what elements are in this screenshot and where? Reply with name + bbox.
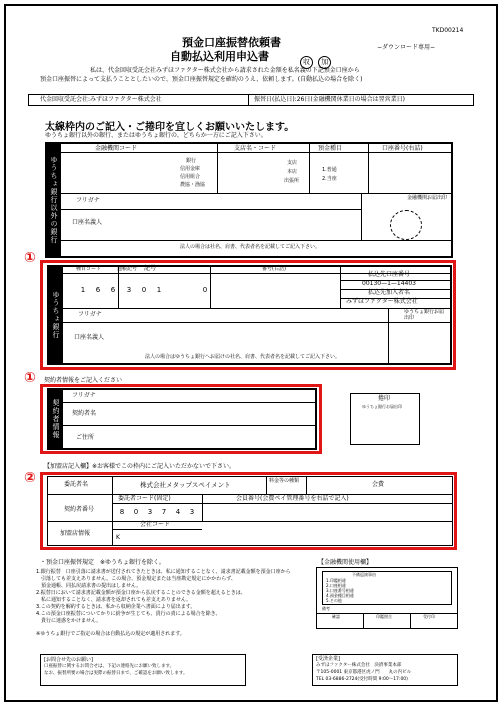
branch-type: 本店 [287,169,298,175]
contract-no-label: 契約者番号 [64,506,95,513]
kigo-digit: 3 [126,286,132,294]
store-marker: ② [24,470,36,486]
holder-name-label: 口座名義人 [72,219,103,226]
issuer-title: [受済企業] [316,656,340,662]
store-k: K [116,534,120,541]
company-code-label: 会社コード [140,521,171,528]
title-line2: 自動払込利用申込書 [170,50,269,63]
seal-circle [390,210,422,240]
furigana-input[interactable] [110,194,360,209]
collector-label: 代金回収受託会社:みずほファクター株式会社 [40,96,162,103]
rule-line: 3.この契約を解約するときは、私から収納企業へ書面により届出ます。 [36,604,196,610]
collection-badge: 収 [300,56,313,69]
kigo-digit: 0 [141,286,147,294]
fee-type-label: 料金等の種類 [269,478,300,484]
bank-type: 農協・漁協 [180,182,206,188]
branch-type: 出張所 [284,178,300,184]
deposit-rule-title: ・預金口座振替規定 ※ゆうちょ銀行を除く。 [40,559,165,566]
rule-line: 1.銀行振替 口座引落に請求書が送付されてきたときは、私に通知することなく、請求書記載金額を預金口座から [36,569,291,575]
rule-line: 私に通知することなく、請求書を返却されても差支えありません。 [36,597,192,603]
download-note: −ダウンロード専用− [377,44,436,51]
bank-use-item: 3.口座番号相違 [326,588,354,593]
yucho-marker: ① [24,250,36,266]
kigo-digit: 1 [156,286,162,294]
yucho-note: ※ゆうちょ銀行でご指定の場合は自動払込の規定が適用されます。 [36,631,185,637]
branch-code-input[interactable] [218,153,278,193]
contractor-caption: 契約者情報をご記入ください [44,377,123,384]
yucho-furigana: フリガナ [78,311,102,318]
stamp-note: ゆうちょ銀行お届出印 [362,404,402,409]
payee-name-label: 払込先加入者名 [368,289,411,296]
consignor-digit: 0 [133,508,139,516]
fee-type-value: 会費 [372,481,385,488]
issuer-line-1: みずほファクター株式会社 決済事業本部 [316,663,402,668]
contractor-furigana-input[interactable] [110,390,310,402]
contractor-marker: ① [24,370,36,386]
title-line1: 預金口座振替依頼書 [182,36,281,49]
rule-line: 預金通帳、同払戻請求書の提出はしません。 [36,583,142,589]
issuer-line-3: TEL 03-6886-2724(受付時間 9:00～17:00) [316,677,408,682]
bank-use-remark: 備考 [322,606,330,611]
contractor-name: 契約者名 [72,410,97,417]
kigo2-label: 記号 [144,265,157,272]
bank-use-item: 4.預金種目相違 [326,593,354,598]
bank-use-cell: 受付印 [423,614,435,619]
bank-use-cell: 印鑑照合 [376,614,392,619]
inquiry-text-1: 口座振替に関するお問合せは、下記の連絡先にお願い致します。 [44,664,175,669]
yucho-seal-label: ゆうちょ銀行お届出印 [404,309,445,321]
join-badge: 加 [318,56,331,69]
deposit-type-label: 預金種目 [318,145,343,152]
bank-code-input[interactable] [62,153,172,193]
consignor-digit: 3 [147,508,153,516]
yucho-holder-input[interactable] [110,323,380,353]
intro-text-1: 私は、代金回収受託会社みずほファクター株式会社から請求された金額を私名義の下記預金口座から [90,67,360,74]
member-no-input[interactable] [204,504,452,520]
type-option[interactable]: 1.普通 [322,167,337,173]
contractor-side: 契約者情報 [49,390,63,448]
account-no-label: 口座番号(右詰) [382,145,423,152]
issuer-line-2: 〒105-0001 東京都港区虎ノ門 丸の内ビル [316,670,412,675]
bank-type: 信用金庫 [180,166,201,172]
bango-label: 番号(右詰) [262,266,286,272]
yucho-side: ゆうちょ銀行 [49,267,63,363]
kigo-digit: 6 [110,286,116,294]
yucho-corp-note: 法人の場合はゆうちょ銀行へお届けの社名、肩書、代表者名を記載してご記入下さい。 [145,354,341,360]
corp-note: 法人の場合は社名、肩書、代表者名を記載してご記入下さい。 [180,244,321,250]
rule-line: 引落しても差支えありません。この場合、預金規定または当座勘定規定にかかわらず、 [36,576,236,582]
type-option[interactable]: 2.当座 [322,176,337,182]
bank-use-cell: 確認 [332,614,340,619]
consignor-code-label: 委託者コード(固定) [118,495,171,502]
account-no-input[interactable] [369,153,451,193]
consignor-name: 株式会社メタップスペイメント [140,481,231,489]
transfer-date: 振替日(払込日):26日(金融機関休業日の場合は翌営業日) [254,96,406,103]
bank-type: 銀行 [186,158,197,164]
store-info-label: 加盟店情報 [60,530,91,537]
bank-use-item: 1.印鑑相違 [326,578,346,583]
branch-type: 支店 [287,160,298,166]
consignor-digit: 3 [189,508,195,516]
member-no-label: 会員番号(会費ペイ管理番号を右詰で記入) [236,495,349,502]
payee-acct: 00130—1—14403 [362,280,416,287]
holder-name-input[interactable] [110,210,360,240]
kigo-digit: 6 [95,286,101,294]
inquiry-title: [お問合せ先のお願い] [44,657,93,663]
title-badges [300,49,331,69]
consignor-digit: 8 [119,508,125,516]
bank-use-item: 2.口座相違 [326,583,346,588]
bank-code-label: 金融機関コード [95,145,138,152]
heading: 太線枠内のご記入・ご捲印を宜しくお願いいたします。 [45,122,295,133]
doc-code: TKD00214 [432,27,464,34]
other-bank-seal: 金融機関お届出印 [407,195,448,201]
payee-name: みずほファクター株式会社 [346,298,418,305]
consignor-label: 委託者名 [64,481,89,488]
bank-type: 信用組合 [180,174,201,180]
bank-use-item: 不備返演事由 [352,572,376,577]
stamp-label: 捲印 [378,395,391,402]
subheading: ゆうちょ銀行以外の銀行、またはゆうちょ銀行の、どちらか一方にご記入下さい。 [45,132,267,139]
consignor-digit: 7 [161,508,167,516]
payee-acct-label: 払込先口座番号 [368,271,411,278]
inquiry-text-2: なお、振替所要の場合は実際の振替日まで、ご確認をお願い致します。 [44,671,188,676]
yucho-holder-name: 口座名義人 [74,334,105,341]
kigo-small: 通帳記号 [117,266,138,272]
contractor-address: ご住所 [76,434,95,441]
contractor-furigana: フリガナ [72,392,96,399]
consignor-digit: 4 [175,508,181,516]
kigo-zero: 0 [202,286,208,294]
contractor-address-input[interactable] [110,426,310,448]
rule-line: 4.この預金口座振替についてかりに紛争が生じても、貴行の責による場合を除き、 [36,611,221,617]
bank-use-item: 5.その他 [326,598,342,603]
kigo-digit: 1 [80,286,86,294]
intro-text-2: 預金口座振替によって支払うこととしたいので、預金口座振替規定を確約のうえ、依頼します。(自動払込の場合を除く) [40,76,363,83]
contractor-name-input[interactable] [110,403,310,425]
branch-code-label: 支店名・コード [234,145,277,152]
furigana-label: フリガナ [76,197,100,204]
rule-line: 2.振替日において請求書記載金額が預金口座から払戻することのできる金額を超えるときは、 [36,590,246,596]
store-caption: 【加盟店記入欄】※お客様でこの枠内にご記入いただかないで下さい。 [44,463,236,470]
yucho-furigana-input[interactable] [110,309,380,322]
bank-use-title: 【金融機関使用欄】 [318,559,373,566]
rule-line: 貴行に迷惑をかけません。 [36,618,102,624]
other-bank-side: ゆうちょ銀行以外の銀行 [47,144,61,256]
kigo-label: 種目コード [76,266,102,272]
